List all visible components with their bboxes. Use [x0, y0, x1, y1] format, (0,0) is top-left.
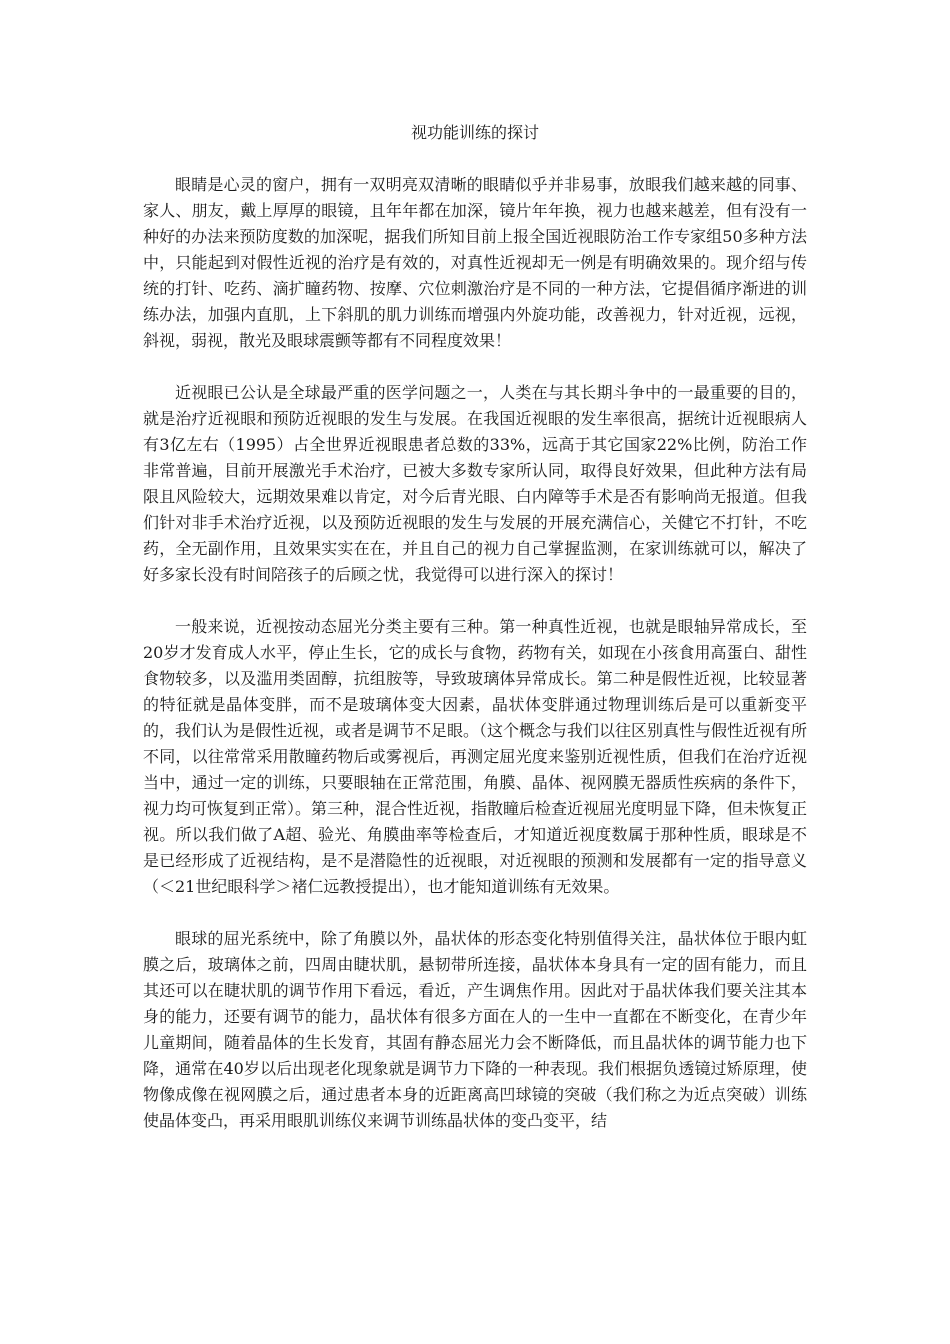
paragraph-1: 眼睛是心灵的窗户，拥有一双明亮双清晰的眼睛似乎并非易事，放眼我们越来越的同事、家人、朋友，戴上厚厚的眼镜，且年年都在加深，镜片年年换，视力也越来越差，但有没有一种好的办法来预防度数的加深呢，据我们所知目前上报全国近视眼防治工作专家组50多种方法中，只能起到对假性近视的治疗是有效的，对真性近视却无一例是有明确效果的。现介绍与传统的打针、吃药、滴扩瞳药物、按摩、穴位刺激治疗是不同的一种方法，它提倡循序渐进的训练办法，加强内直肌，上下斜肌的肌力训练而增强内外旋功能，改善视力，针对近视，远视，斜视，弱视，散光及眼球震颤等都有不同程度效果！ [143, 175, 807, 350]
document-title: 视功能训练的探讨 [410, 123, 539, 142]
paragraph-4: 眼球的屈光系统中，除了角膜以外，晶状体的形态变化特别值得关注，晶状体位于眼内虹膜之后，玻璃体之前，四周由睫状肌，悬韧带所连接，晶状体本身具有一定的固有能力，而且其还可以在睫状肌的调节作用下看远，看近，产生调焦作用。因此对于晶状体我们要关注其本身的能力，还要有调节的能力，晶状体有很多方面在人的一生中一直都在不断变化，在青少年儿童期间，随着晶体的生长发育，其固有静态屈光力会不断降低，而且晶状体的调节能力也下降，通常在40岁以后出现老化现象就是调节力下降的一种表现。我们根据负透镜过矫原理，使物像成像在视网膜之后，通过患者本身的近距离高凹球镜的突破（我们称之为近点突破）训练使晶体变凸，再采用眼肌训练仪来调节训练晶状体的变凸变平，结 [143, 929, 807, 1130]
paragraph-2: 近视眼已公认是全球最严重的医学问题之一，人类在与其长期斗争中的一最重要的目的，就是治疗近视眼和预防近视眼的发生与发展。在我国近视眼的发生率很高，据统计近视眼病人有3亿左右（1995）占全世界近视眼患者总数的33%，远高于其它国家22%比例，防治工作非常普遍，目前开展激光手术治疗，已被大多数专家所认同，取得良好效果，但此种方法有局限且风险较大，远期效果难以肯定，对今后青光眼、白内障等手术是否有影响尚无报道。但我们针对非手术治疗近视，以及预防近视眼的发生与发展的开展充满信心，关健它不打针，不吃药，全无副作用，且效果实实在在，并且自己的视力自己掌握监测，在家训练就可以，解决了好多家长没有时间陪孩子的后顾之忧，我觉得可以进行深入的探讨！ [143, 383, 807, 584]
document-body [143, 172, 807, 1160]
paragraph-3: 一般来说，近视按动态屈光分类主要有三种。第一种真性近视，也就是眼轴异常成长，至20岁才发育成人水平，停止生长，它的成长与食物，药物有关，如现在小孩食用高蛋白、甜性食物较多，以及滥用类固醇，抗组胺等，导致玻璃体异常成长。第二种是假性近视，比较显著的特征就是晶体变胖，而不是玻璃体变大因素，晶状体变胖通过物理训练后是可以重新变平的，我们认为是假性近视，或者是调节不足眼。（这个概念与我们以往区别真性与假性近视有所不同，以往常常采用散瞳药物后或雾视后，再测定屈光度来鉴别近视性质，但我们在治疗近视当中，通过一定的训练，只要眼轴在正常范围，角膜、晶体、视网膜无器质性疾病的条件下，视力均可恢复到正常）。第三种，混合性近视，指散瞳后检查近视屈光度明显下降，但未恢复正视。所以我们做了A超、验光、角膜曲率等检查后，才知道近视度数属于那种性质，眼球是不是已经形成了近视结构，是不是潜隐性的近视眼，对近视眼的预测和发展都有一定的指导意义（＜21世纪眼科学＞褚仁远教授提出），也才能知道训练有无效果。 [143, 617, 808, 896]
